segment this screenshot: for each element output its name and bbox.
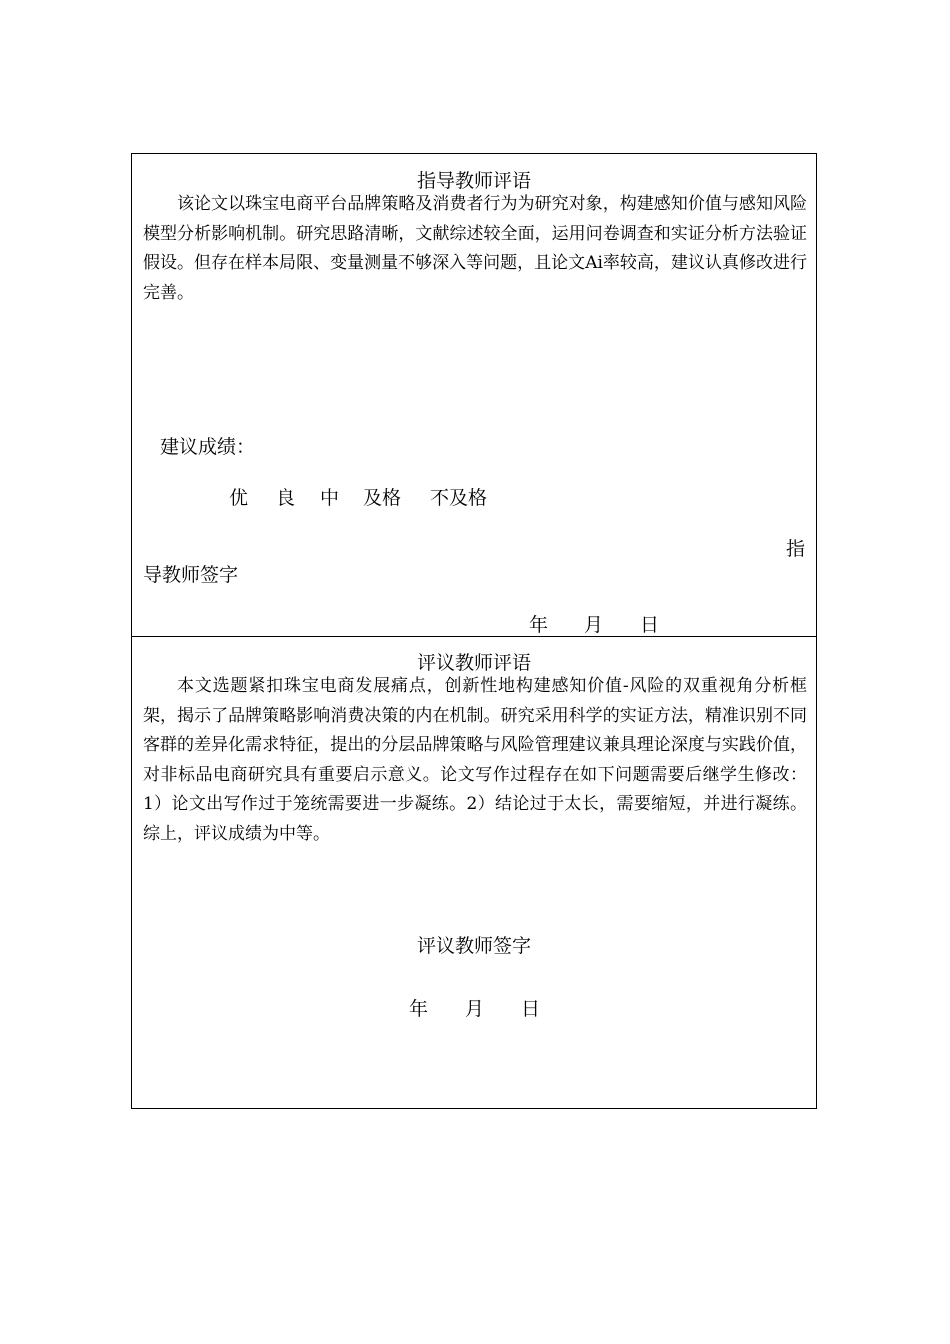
- grade-option-fail: 不及格: [430, 487, 488, 509]
- grade-label: 建议成绩：: [160, 436, 256, 458]
- grade-option-good: 良: [276, 487, 296, 509]
- advisor-section: [132, 154, 816, 637]
- grade-option-medium: 中: [320, 487, 340, 509]
- grade-option-excellent: 优: [229, 487, 249, 509]
- reviewer-date-month: 月: [465, 998, 485, 1020]
- advisor-signature-label: 导教师签字: [143, 564, 239, 586]
- evaluation-form-table: [131, 153, 817, 1109]
- reviewer-title: 评议教师评语: [416, 652, 531, 674]
- reviewer-date-year: 年: [409, 998, 429, 1020]
- advisor-signature-first-char: 指: [786, 538, 806, 560]
- reviewer-section: [132, 637, 816, 1108]
- advisor-date-month: 月: [584, 614, 604, 636]
- grade-option-pass: 及格: [363, 487, 402, 509]
- reviewer-signature-label: 评议教师签字: [416, 935, 531, 957]
- advisor-title: 指导教师评语: [416, 170, 531, 192]
- advisor-date-day: 日: [640, 614, 660, 636]
- advisor-comment: 该论文以珠宝电商平台品牌策略及消费者行为为研究对象，构建感知价值与感知风险模型分析影响机制。研究思路清晰，文献综述较全面，运用问卷调查和实证分析方法验证假设。但存在样本局限、变量测量不够深入等问题，且论文Ai率较高，建议认真修改进行完善。: [143, 194, 807, 303]
- reviewer-date-day: 日: [521, 998, 541, 1020]
- reviewer-comment: 本文选题紧扣珠宝电商发展痛点，创新性地构建感知价值-风险的双重视角分析框架，揭示了品牌策略影响消费决策的内在机制。研究采用科学的实证方法，精准识别不同客群的差异化需求特征，提出的分层品牌策略与风险管理建议兼具理论深度与实践价值，对非标品电商研究具有重要启示意义。论文写作过程存在如下问题需要后继学生修改：1）论文出写作过于笼统需要进一步凝练。2）结论过于太长，需要缩短，并进行凝练。综上，评议成绩为中等。: [143, 676, 807, 844]
- advisor-date-year: 年: [529, 614, 549, 636]
